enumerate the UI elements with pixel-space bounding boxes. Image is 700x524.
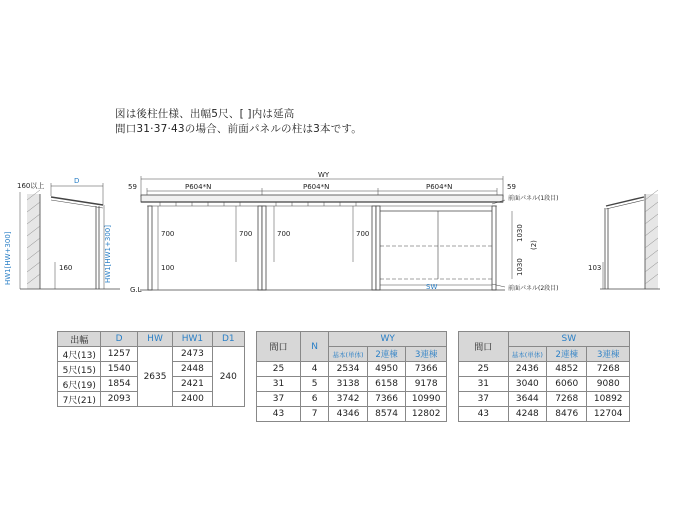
col-header-n: N bbox=[300, 332, 328, 362]
note-line-2: 間口31·37·43の場合、前面パネルの柱は3本です。 bbox=[115, 123, 362, 135]
dim-700-3: 700 bbox=[277, 230, 291, 238]
cell-hw1: 2473 bbox=[173, 347, 212, 362]
cell-wy-3: 10990 bbox=[406, 392, 447, 407]
cell-d: 2093 bbox=[101, 392, 137, 407]
col-header-sw: SW bbox=[508, 332, 629, 347]
dim-pitch-3: P604*N bbox=[426, 183, 453, 191]
table-row bbox=[257, 377, 447, 392]
cell-d: 1854 bbox=[101, 377, 137, 392]
cell-sw-3: 10892 bbox=[587, 392, 630, 407]
col-header-3-units: 3連棟 bbox=[406, 347, 447, 362]
col-header-wy: WY bbox=[329, 332, 447, 347]
dim-hw1: HW1[HW1+300] bbox=[104, 225, 112, 283]
cell-d: 1257 bbox=[101, 347, 137, 362]
front-panel-top-label: 前面パネル(1段目) bbox=[508, 195, 559, 202]
cell-wy-2: 6158 bbox=[367, 377, 406, 392]
front-view bbox=[140, 176, 512, 290]
cell-sw-3: 7268 bbox=[587, 362, 630, 377]
col-header-2-units: 2連棟 bbox=[547, 347, 587, 362]
col-header-2-units: 2連棟 bbox=[367, 347, 406, 362]
cell-wy-3: 9178 bbox=[406, 377, 447, 392]
table-row bbox=[459, 377, 630, 392]
dim-d: D bbox=[74, 177, 80, 185]
cell-hw1: 2448 bbox=[173, 362, 212, 377]
cell-n: 6 bbox=[300, 392, 328, 407]
cell-sw-2: 6060 bbox=[547, 377, 587, 392]
cell-sw-basic: 3644 bbox=[508, 392, 546, 407]
col-header-basic: 基本(単体) bbox=[329, 347, 368, 362]
dim-paren-2: (2) bbox=[530, 240, 538, 250]
cell-wy-basic: 3138 bbox=[329, 377, 368, 392]
table-row bbox=[257, 362, 447, 377]
cell-span: 37 bbox=[257, 392, 301, 407]
col-header-d1: D1 bbox=[212, 332, 244, 347]
cell-sw-basic: 4248 bbox=[508, 407, 546, 422]
cell-sw-2: 8476 bbox=[547, 407, 587, 422]
cell-sw-2: 4852 bbox=[547, 362, 587, 377]
col-header-hw: HW bbox=[137, 332, 172, 347]
cell-hw1: 2421 bbox=[173, 377, 212, 392]
ground-level-label: G.L bbox=[130, 286, 142, 294]
cell-n: 5 bbox=[300, 377, 328, 392]
col-header-3-units: 3連棟 bbox=[587, 347, 630, 362]
dim-700-1: 700 bbox=[161, 230, 175, 238]
dim-59-left: 59 bbox=[128, 183, 137, 191]
dim-700-4: 700 bbox=[356, 230, 370, 238]
cell-sw-3: 9080 bbox=[587, 377, 630, 392]
dim-700-2: 700 bbox=[239, 230, 253, 238]
cell-d1-shared: 240 bbox=[212, 347, 244, 407]
front-panel-bottom-label: 前面パネル(2段目) bbox=[508, 285, 559, 292]
cell-size: 5尺(15) bbox=[58, 362, 101, 377]
table-row bbox=[257, 392, 447, 407]
cell-span: 43 bbox=[459, 407, 509, 422]
table-size-dimensions bbox=[57, 331, 245, 407]
cell-span: 31 bbox=[459, 377, 509, 392]
dim-sw: SW bbox=[426, 283, 438, 291]
table-row bbox=[459, 392, 630, 407]
cell-span: 43 bbox=[257, 407, 301, 422]
dim-1030-2: 1030 bbox=[516, 258, 524, 276]
col-header-d: D bbox=[101, 332, 137, 347]
dim-103: 103 bbox=[588, 264, 602, 272]
cell-n: 7 bbox=[300, 407, 328, 422]
dim-wy: WY bbox=[318, 171, 330, 179]
cell-wy-basic: 4346 bbox=[329, 407, 368, 422]
cell-size: 4尺(13) bbox=[58, 347, 101, 362]
table-row bbox=[459, 362, 630, 377]
dim-1030-1: 1030 bbox=[516, 224, 524, 242]
cell-d: 1540 bbox=[101, 362, 137, 377]
dim-160-above: 160以上 bbox=[17, 182, 45, 190]
note-line-1: 図は後柱仕様、出幅5尺、[ ]内は延高 bbox=[115, 108, 295, 120]
cell-size: 6尺(19) bbox=[58, 377, 101, 392]
dim-100: 100 bbox=[161, 264, 175, 272]
cell-sw-basic: 2436 bbox=[508, 362, 546, 377]
cell-wy-2: 4950 bbox=[367, 362, 406, 377]
cell-sw-basic: 3040 bbox=[508, 377, 546, 392]
cell-wy-basic: 3742 bbox=[329, 392, 368, 407]
col-header-span: 間口 bbox=[257, 332, 301, 362]
cell-sw-2: 7268 bbox=[547, 392, 587, 407]
table-row bbox=[257, 407, 447, 422]
cell-hw-shared: 2635 bbox=[137, 347, 172, 407]
table-wy-dimensions bbox=[256, 331, 447, 422]
cell-sw-3: 12704 bbox=[587, 407, 630, 422]
table-sw-dimensions bbox=[458, 331, 630, 422]
cell-wy-2: 8574 bbox=[367, 407, 406, 422]
col-header-span: 間口 bbox=[459, 332, 509, 362]
dim-pitch-1: P604*N bbox=[185, 183, 212, 191]
cell-span: 25 bbox=[257, 362, 301, 377]
cell-span: 37 bbox=[459, 392, 509, 407]
col-header-hw1: HW1 bbox=[173, 332, 212, 347]
dim-pitch-2: P604*N bbox=[303, 183, 330, 191]
dim-160-low: 160 bbox=[59, 264, 73, 272]
dim-59-right: 59 bbox=[507, 183, 516, 191]
table-row bbox=[459, 407, 630, 422]
cell-span: 31 bbox=[257, 377, 301, 392]
cell-wy-basic: 2534 bbox=[329, 362, 368, 377]
col-header-size: 出幅 bbox=[58, 332, 101, 347]
cell-span: 25 bbox=[459, 362, 509, 377]
cell-wy-3: 12802 bbox=[406, 407, 447, 422]
cell-size: 7尺(21) bbox=[58, 392, 101, 407]
cell-n: 4 bbox=[300, 362, 328, 377]
cell-hw1: 2400 bbox=[173, 392, 212, 407]
dim-hw: HW1[HW+300] bbox=[4, 231, 12, 285]
col-header-basic: 基本(単体) bbox=[508, 347, 546, 362]
cell-wy-2: 7366 bbox=[367, 392, 406, 407]
side-view-right bbox=[600, 190, 660, 289]
table-row bbox=[58, 347, 245, 362]
cell-wy-3: 7366 bbox=[406, 362, 447, 377]
